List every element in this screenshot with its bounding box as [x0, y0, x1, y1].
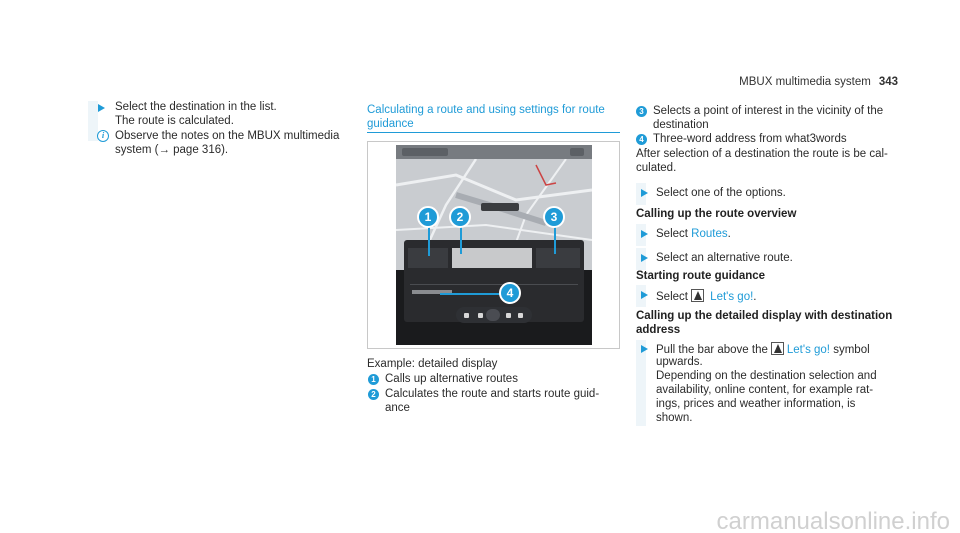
- leader-line: [554, 226, 556, 254]
- map-chip: [402, 148, 448, 156]
- step-arrow-icon: [641, 254, 648, 262]
- select-go-text: Select Let's go!.: [656, 291, 757, 303]
- step-arrow-icon: [641, 291, 648, 299]
- subheading-detail-line1: Calling up the detailed display with destination: [636, 310, 893, 322]
- info-icon: i: [97, 130, 109, 142]
- step-text: Select the destination in the list.: [115, 101, 277, 113]
- dock-home: [486, 309, 500, 321]
- after-line2: culated.: [636, 162, 677, 174]
- section-title: [367, 104, 619, 131]
- after-line1: After selection of a destination the route is be cal-: [636, 148, 888, 160]
- step-result: The route is calculated.: [115, 115, 234, 127]
- leader-line: [440, 293, 500, 295]
- item-text: Calculates the route and starts route guid-: [385, 388, 600, 400]
- pull-line5: ings, prices and weather information, is: [656, 398, 856, 410]
- routes-link[interactable]: Routes: [691, 228, 728, 240]
- section-title-line1: Calculating a route and using settings for route: [367, 104, 605, 116]
- item-number: 4: [636, 134, 647, 145]
- figure-caption: Example: detailed display: [367, 358, 498, 370]
- dock-icon: [478, 313, 483, 318]
- subheading-detail-line2: address: [636, 324, 681, 336]
- item-number: 3: [636, 106, 647, 117]
- pull-suffix: symbol: [833, 344, 870, 356]
- item-text: ance: [385, 402, 410, 414]
- pull-prefix: Pull the bar above the: [656, 344, 768, 356]
- select-option-text: Select one of the options.: [656, 187, 786, 199]
- page-number: 343: [878, 76, 898, 88]
- pull-line4: availability, online content, for example rat-: [656, 384, 874, 396]
- note-text-line2: system (→ page 316).: [115, 144, 229, 156]
- select-routes-text: Select Routes.: [656, 228, 731, 240]
- step-arrow-icon: [641, 345, 648, 353]
- select-alt-text: Select an alternative route.: [656, 252, 793, 264]
- item3-line2: destination: [653, 119, 709, 131]
- item4-text: Three-word address from what3words: [653, 133, 847, 145]
- pull-line3: Depending on the destination selection and: [656, 370, 877, 382]
- map-chip: [570, 148, 584, 156]
- multimedia-screenshot: [396, 145, 592, 345]
- go-link[interactable]: Let's go!: [710, 291, 754, 303]
- pull-line6: shown.: [656, 412, 693, 424]
- section-rule: [367, 132, 620, 133]
- watermark: carmanualsonline.info: [716, 508, 950, 533]
- nearby-tile[interactable]: [536, 248, 580, 268]
- navigation-arrow-icon: [771, 342, 784, 355]
- bottom-dock: [456, 307, 532, 323]
- subheading-start: Starting route guidance: [636, 270, 766, 282]
- subheading-routes: Calling up the route overview: [636, 208, 797, 220]
- dock-icon: [506, 313, 511, 318]
- item3-line1: Selects a point of interest in the vicinity of the: [653, 105, 884, 117]
- step-arrow-icon: [98, 104, 105, 112]
- panel-divider: [410, 284, 578, 285]
- item-number: 1: [368, 374, 379, 385]
- dock-icon: [464, 313, 469, 318]
- dock-icon: [518, 313, 523, 318]
- step-arrow-icon: [641, 230, 648, 238]
- note-text-line1: Observe the notes on the MBUX multimedia: [115, 130, 340, 142]
- select-word: Select: [656, 228, 688, 240]
- callout-badge: 4: [499, 282, 521, 304]
- item-text: Calls up alternative routes: [385, 373, 518, 385]
- leader-line: [460, 226, 462, 254]
- go-symbol-label[interactable]: Let's go!: [786, 344, 831, 356]
- callout-badge: 1: [417, 206, 439, 228]
- step-arrow-icon: [641, 189, 648, 197]
- leader-line: [428, 226, 430, 256]
- callout-badge: 3: [543, 206, 565, 228]
- navigation-arrow-icon: [691, 289, 704, 302]
- header-title: MBUX multimedia system: [739, 76, 871, 88]
- callout-badge: 2: [449, 206, 471, 228]
- section-title-line2: guidance: [367, 117, 414, 130]
- item-number: 2: [368, 389, 379, 400]
- go-tile[interactable]: [452, 248, 532, 268]
- pull-line2: upwards.: [656, 356, 703, 368]
- page-header: [739, 76, 898, 90]
- select-word: Select: [656, 291, 688, 303]
